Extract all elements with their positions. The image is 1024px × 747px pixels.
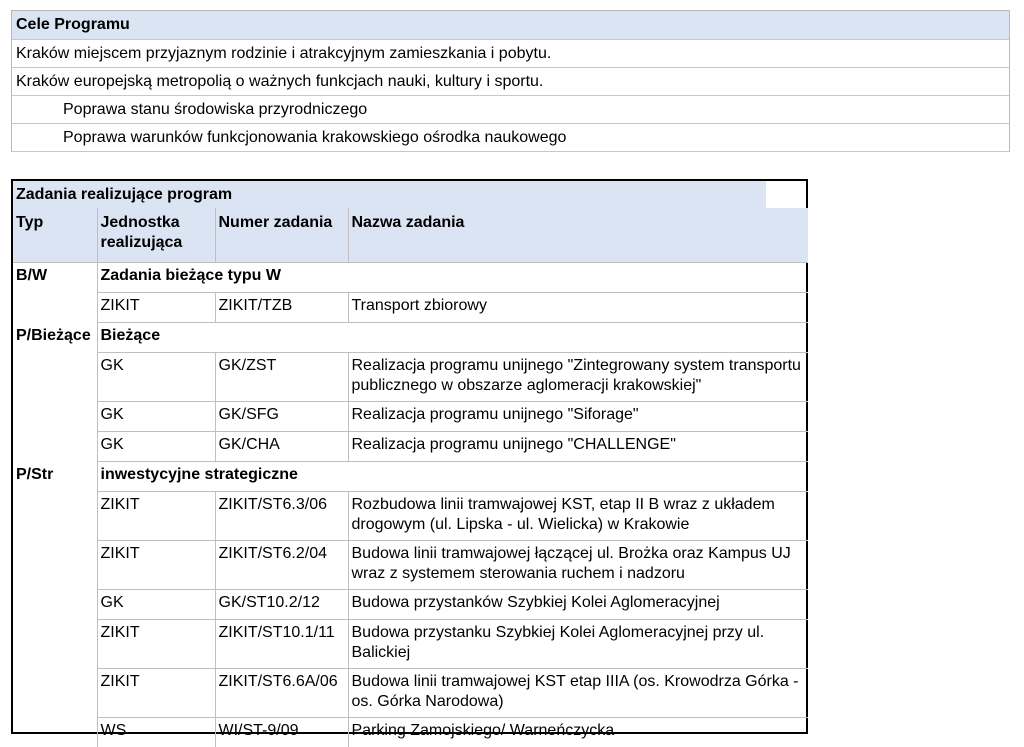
number-cell: GK/ST10.2/12 bbox=[215, 590, 348, 620]
column-header-type: Typ bbox=[13, 208, 97, 263]
name-cell: Realizacja programu unijnego "Zintegrowany system transportu publicznego w obszarze aglomeracji krakowskiej" bbox=[348, 353, 808, 402]
name-cell: Budowa linii tramwajowej KST etap IIIA (os. Krowodrza Górka - os. Górka Narodowa) bbox=[348, 669, 808, 718]
column-header-unit: Jednostka realizująca bbox=[97, 208, 215, 263]
group-row bbox=[13, 323, 808, 353]
unit-cell: ZIKIT bbox=[97, 620, 215, 669]
name-cell: Rozbudowa linii tramwajowej KST, etap II B wraz z układem drogowym (ul. Lipska - ul. Wielicka) w Krakowie bbox=[348, 492, 808, 541]
number-cell: ZIKIT/TZB bbox=[215, 293, 348, 323]
table-row bbox=[13, 718, 808, 747]
number-cell: GK/ZST bbox=[215, 353, 348, 402]
unit-cell: GK bbox=[97, 432, 215, 462]
table-row bbox=[13, 293, 808, 323]
group-label: Zadania bieżące typu W bbox=[97, 263, 808, 293]
table-row bbox=[13, 669, 808, 718]
number-cell: ZIKIT/ST10.1/11 bbox=[215, 620, 348, 669]
group-row bbox=[13, 462, 808, 492]
name-cell: Realizacja programu unijnego "Siforage" bbox=[348, 402, 808, 432]
number-cell: ZIKIT/ST6.3/06 bbox=[215, 492, 348, 541]
goals-header: Cele Programu bbox=[12, 11, 1009, 40]
unit-cell: WS bbox=[97, 718, 215, 747]
number-cell: GK/CHA bbox=[215, 432, 348, 462]
number-cell: ZIKIT/ST6.2/04 bbox=[215, 541, 348, 590]
number-cell: WI/ST-9/09 bbox=[215, 718, 348, 747]
column-header-number: Numer zadania bbox=[215, 208, 348, 263]
unit-cell: ZIKIT bbox=[97, 492, 215, 541]
name-cell: Parking Zamojskiego/ Warneńczycka bbox=[348, 718, 808, 747]
goal-subitem: Poprawa warunków funkcjonowania krakowskiego ośrodka naukowego bbox=[12, 124, 1009, 152]
unit-cell: GK bbox=[97, 402, 215, 432]
table-row bbox=[13, 541, 808, 590]
column-header-name: Nazwa zadania bbox=[348, 208, 808, 263]
tasks-header-row bbox=[13, 208, 808, 263]
goal-item: Kraków miejscem przyjaznym rodzinie i atrakcyjnym zamieszkania i pobytu. bbox=[12, 40, 1009, 68]
table-row bbox=[13, 620, 808, 669]
goal-item: Kraków europejską metropolią o ważnych funkcjach nauki, kultury i sportu. bbox=[12, 68, 1009, 96]
group-label: Bieżące bbox=[97, 323, 808, 353]
name-cell: Budowa przystanków Szybkiej Kolei Aglomeracyjnej bbox=[348, 590, 808, 620]
unit-cell: ZIKIT bbox=[97, 293, 215, 323]
table-row bbox=[13, 492, 808, 541]
table-row bbox=[13, 590, 808, 620]
unit-cell: ZIKIT bbox=[97, 669, 215, 718]
group-type: B/W bbox=[13, 263, 97, 293]
table-row bbox=[13, 432, 808, 462]
group-label: inwestycyjne strategiczne bbox=[97, 462, 808, 492]
name-cell: Budowa linii tramwajowej łączącej ul. Brożka oraz Kampus UJ wraz z systemem sterowania ruchem i nadzoru bbox=[348, 541, 808, 590]
name-cell: Realizacja programu unijnego "CHALLENGE" bbox=[348, 432, 808, 462]
table-row bbox=[13, 353, 808, 402]
unit-cell: GK bbox=[97, 590, 215, 620]
goals-table bbox=[11, 10, 1010, 152]
number-cell: GK/SFG bbox=[215, 402, 348, 432]
goal-subitem: Poprawa stanu środowiska przyrodniczego bbox=[12, 96, 1009, 124]
tasks-table bbox=[11, 179, 808, 734]
group-type: P/Str bbox=[13, 462, 97, 492]
group-type: P/Bieżące bbox=[13, 323, 97, 353]
unit-cell: GK bbox=[97, 353, 215, 402]
number-cell: ZIKIT/ST6.6A/06 bbox=[215, 669, 348, 718]
group-row bbox=[13, 263, 808, 293]
table-row bbox=[13, 402, 808, 432]
name-cell: Budowa przystanku Szybkiej Kolei Aglomeracyjnej przy ul. Balickiej bbox=[348, 620, 808, 669]
unit-cell: ZIKIT bbox=[97, 541, 215, 590]
name-cell: Transport zbiorowy bbox=[348, 293, 808, 323]
tasks-title: Zadania realizujące program bbox=[13, 181, 766, 208]
